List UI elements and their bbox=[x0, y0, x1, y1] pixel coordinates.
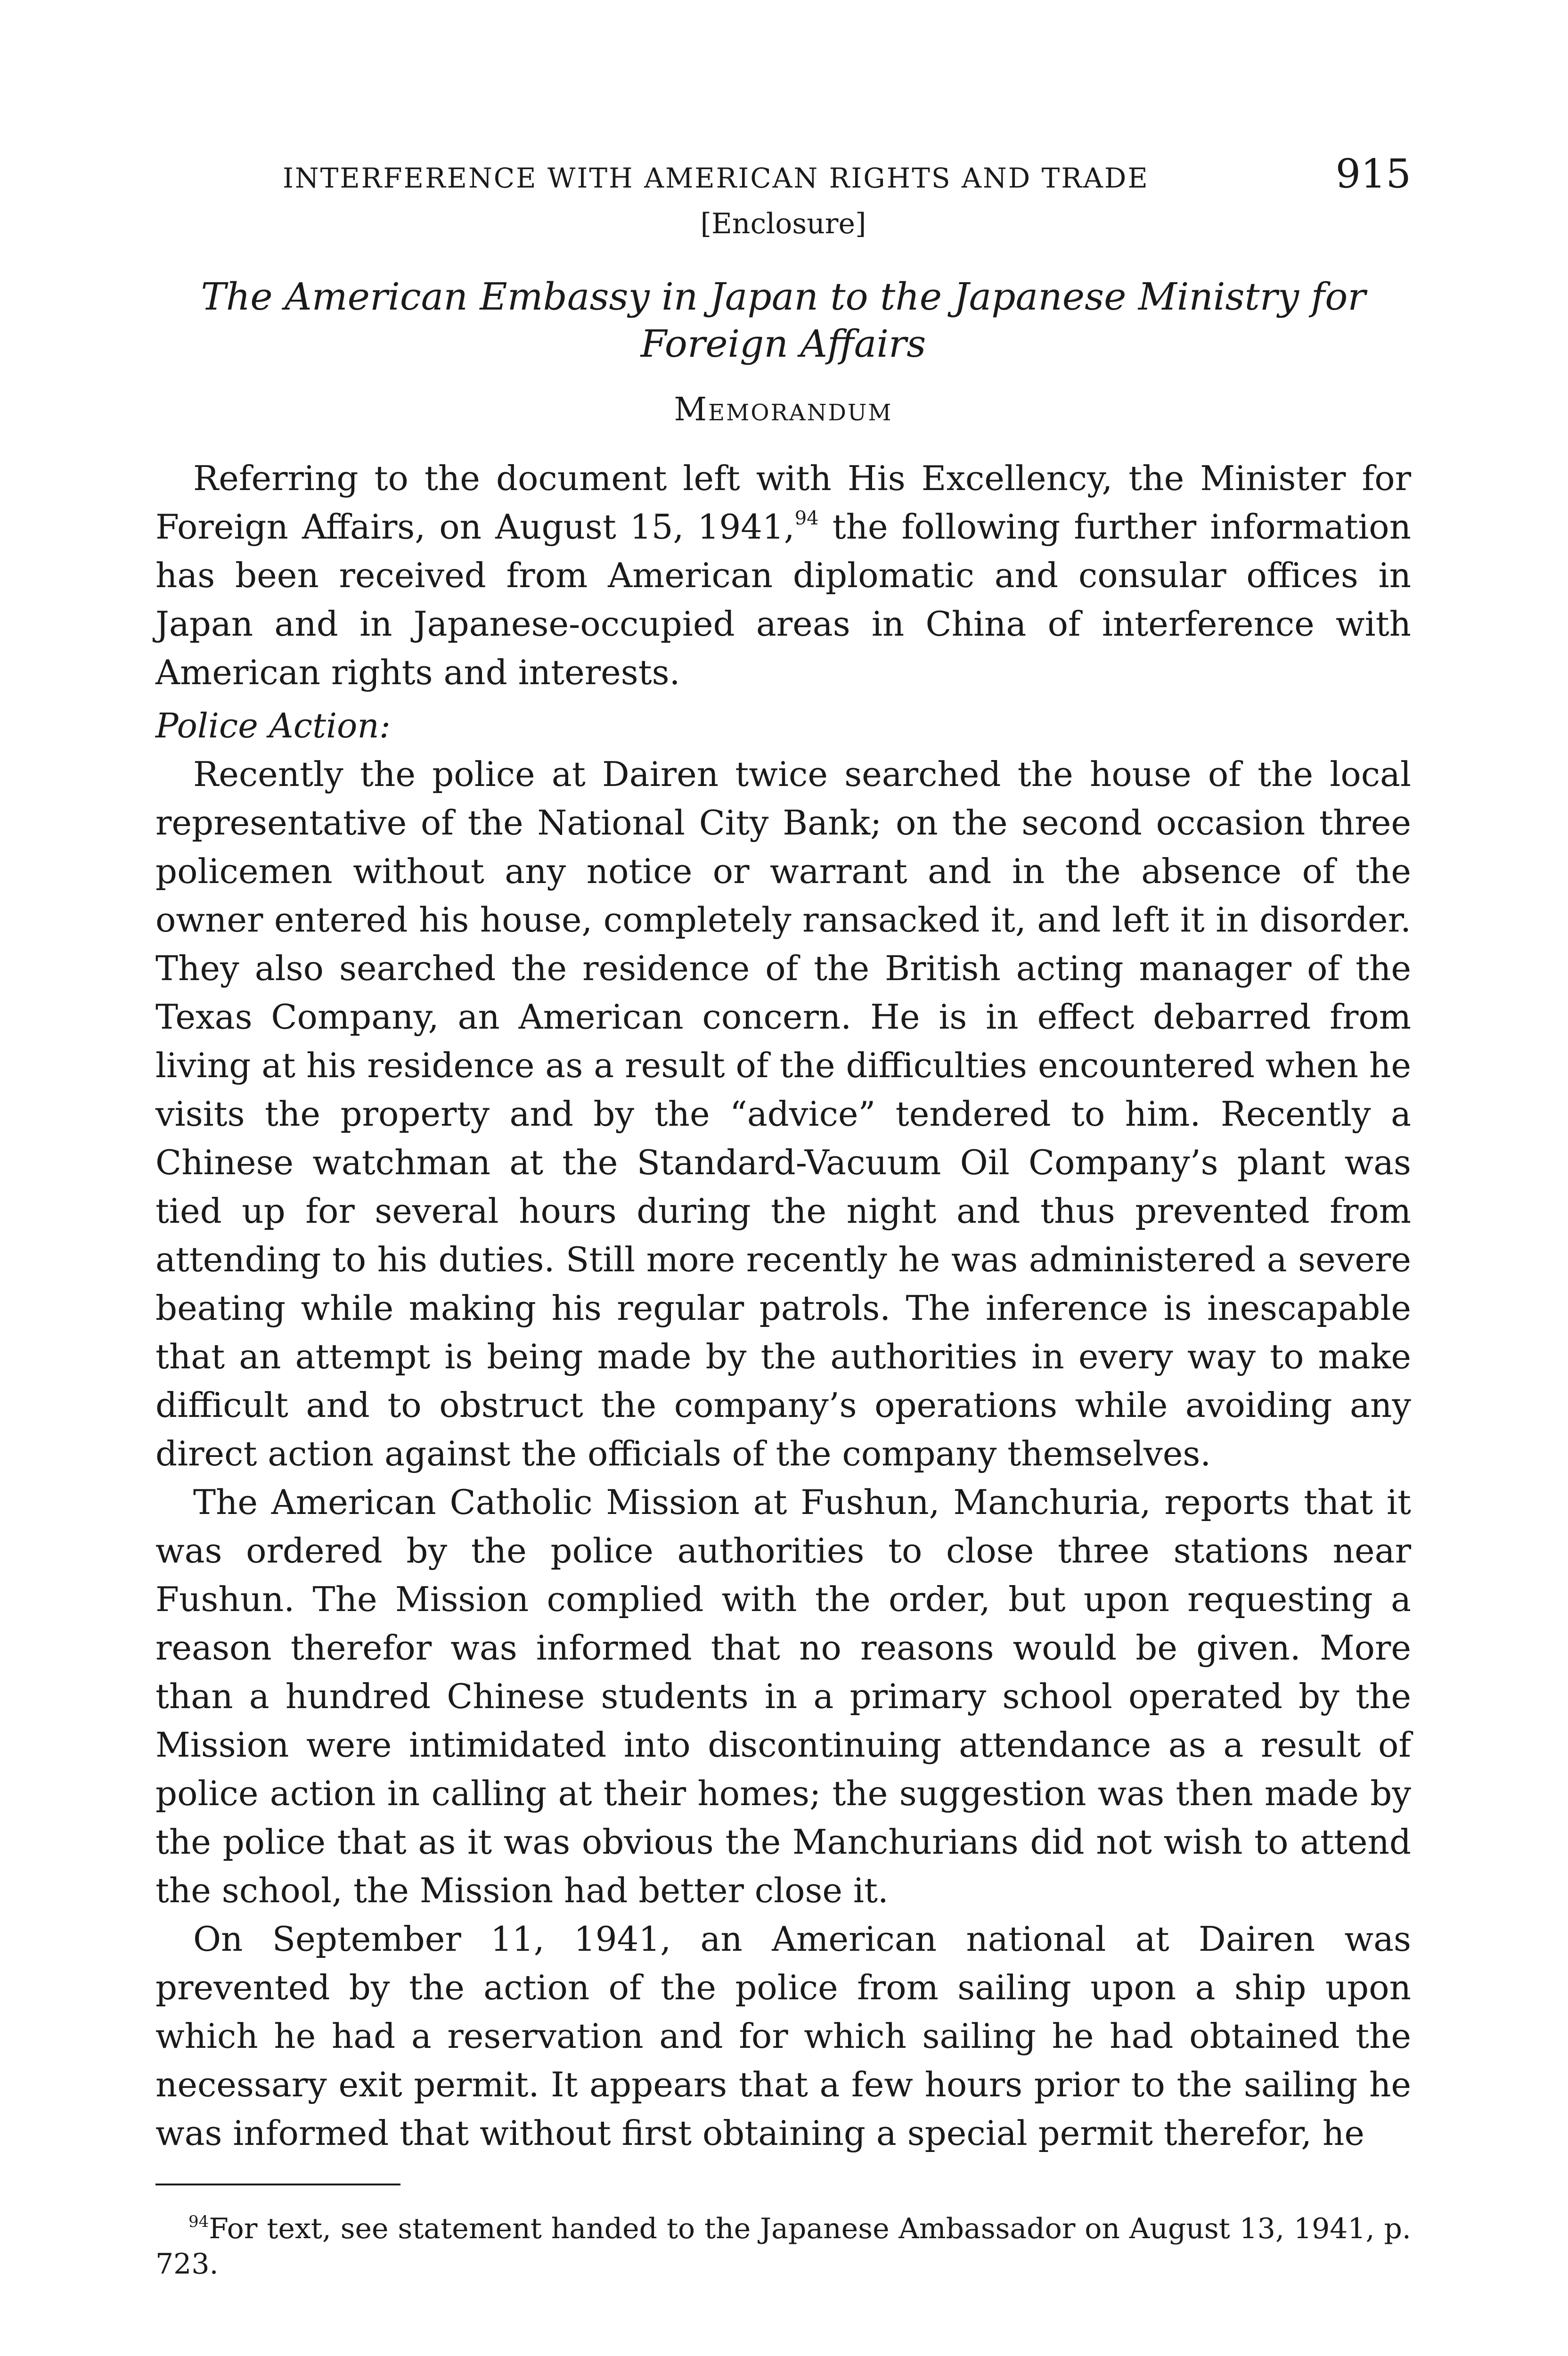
footnote-reference: 94 bbox=[794, 507, 819, 529]
footnote-text: For text, see statement handed to the Japanese Ambassador on August 13, 1941, p. 723. bbox=[155, 2212, 1411, 2281]
body-text bbox=[155, 454, 1411, 2158]
intro-text: Referring to the document left with His Excellency, the Minister for Foreign Affairs, on August 15, 1941, bbox=[155, 458, 1411, 547]
running-header bbox=[155, 151, 1411, 197]
running-title: INTERFERENCE WITH AMERICAN RIGHTS AND TRADE bbox=[283, 162, 1149, 194]
footnote-mark: 94 bbox=[188, 2212, 209, 2231]
footnote bbox=[155, 2211, 1411, 2282]
document-heading: The American Embassy in Japan to the Japanese Ministry for Foreign Affairs bbox=[201, 275, 1366, 366]
enclosure-label: [Enclosure] bbox=[700, 207, 866, 240]
intro-text-continued: the following further information has been received from American diplomatic and consular offices in Japan and in Japanese-occupied areas in China of interference with American rights and interests. bbox=[155, 507, 1412, 692]
footnote-divider bbox=[155, 2184, 400, 2185]
intro-paragraph bbox=[155, 454, 1411, 697]
paragraph: Recently the police at Dairen twice searched the house of the local representative of the National City Bank; on the second occasion three policemen without any notice or warrant and in the absence of the owner entered his house, completely ransacked it, and left it in disorder. They also searched the residence of the British acting manager of the Texas Company, an American concern. He is in effect debarred from living at his residence as a result of the difficulties encountered when he visits the property and by the “advice” tendered to him. Recently a Chinese watchman at the Standard-Vacuum Oil Company’s plant was tied up for several hours during the night and thus prevented from attending to his duties. Still more recently he was administered a severe beating while making his regular patrols. The inference is inescapable that an attempt is being made by the authorities in every way to make difficult and to obstruct the company’s operations while avoiding any direct action against the officials of the company themselves. bbox=[155, 754, 1411, 1473]
paragraph: On September 11, 1941, an American national at Dairen was prevented by the action of the police from sailing upon a ship upon which he had a reservation and for which sailing he had obtained the necessary exit permit. It appears that a few hours prior to the sailing he was informed that without first obtaining a special permit therefor, he bbox=[155, 1919, 1411, 2153]
memorandum-title: Memorandum bbox=[674, 391, 893, 428]
section-title: Police Action: bbox=[155, 706, 391, 745]
page-number: 915 bbox=[1335, 151, 1411, 197]
paragraph: The American Catholic Mission at Fushun, Manchuria, reports that it was ordered by the police authorities to close three stations near Fushun. The Mission complied with the order, but upon requesting a reason therefor was informed that no reasons would be given. More than a hundred Chinese students in a primary school operated by the Mission were intimidated into discontinuing attendance as a result of police action in calling at their homes; the suggestion was then made by the police that as it was obvious the Manchurians did not wish to attend the school, the Mission had better close it. bbox=[155, 1482, 1411, 1910]
document-page bbox=[155, 151, 1411, 2282]
